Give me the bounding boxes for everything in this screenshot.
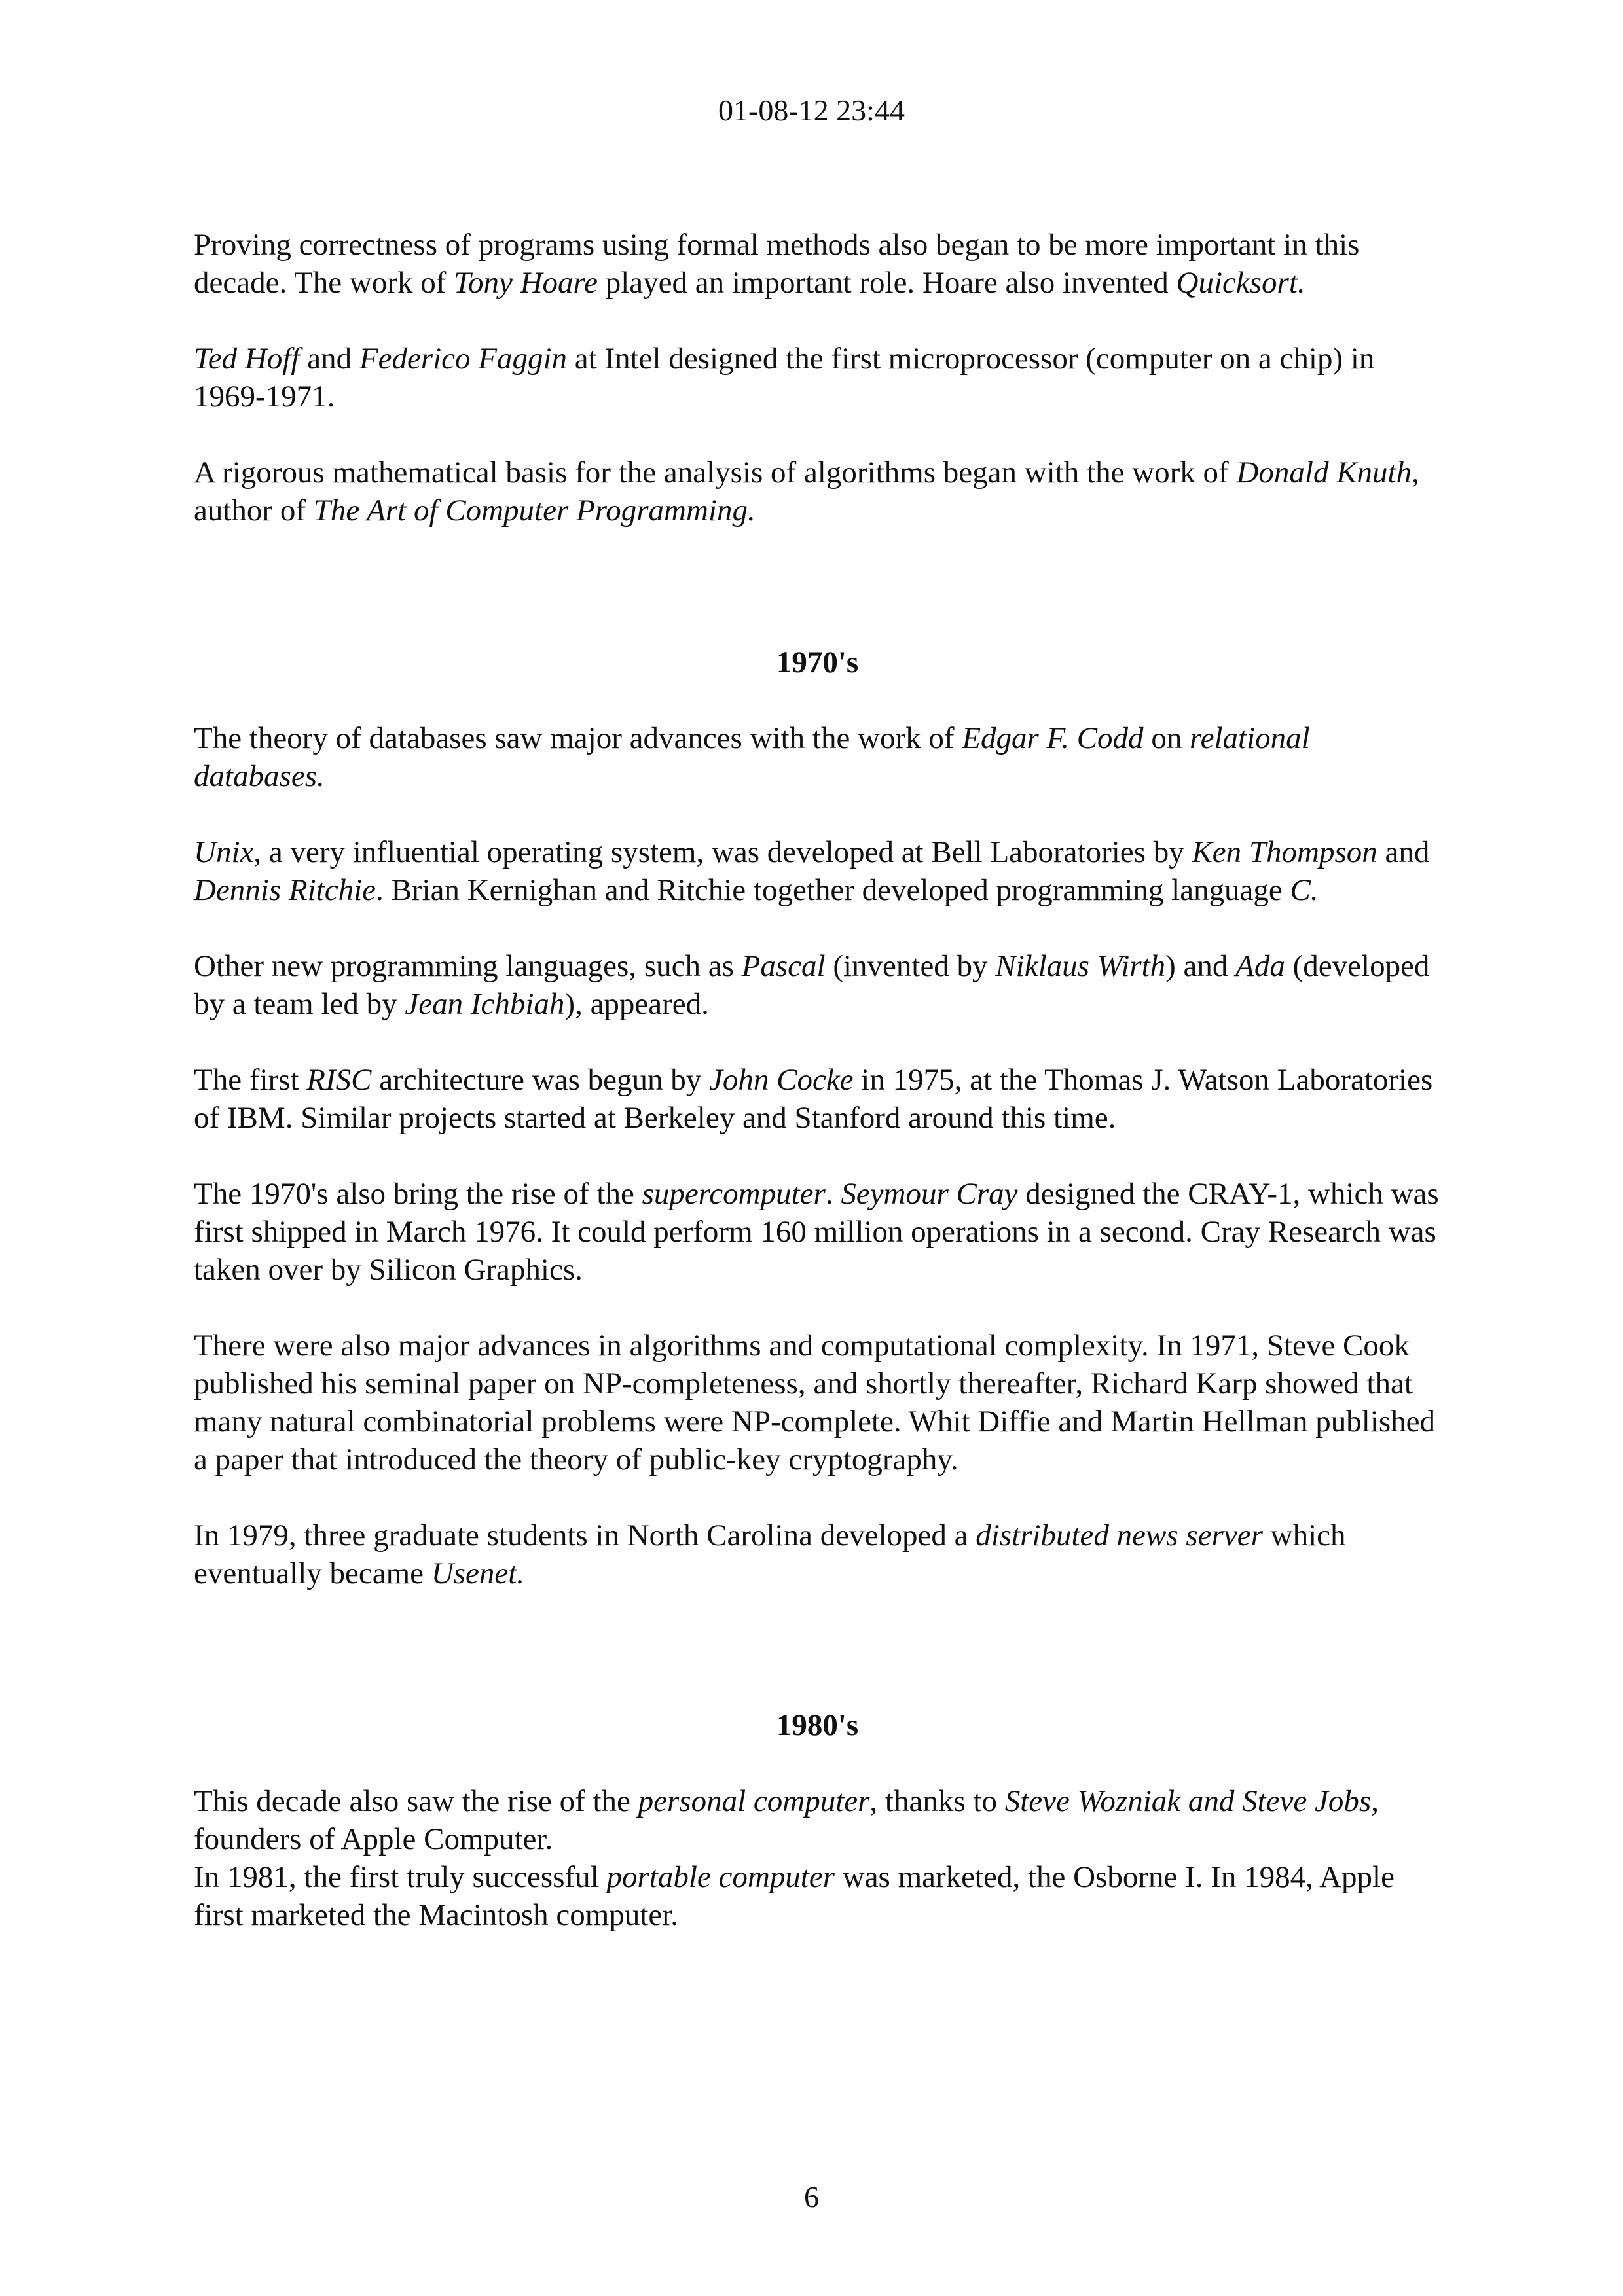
term: supercomputer xyxy=(642,1177,826,1211)
term: distributed news server xyxy=(976,1518,1263,1552)
book-title: The Art of Computer Programming. xyxy=(313,493,756,528)
paragraph-usenet: In 1979, three graduate students in North Carolina developed a distributed news server which eventually became Usenet. xyxy=(194,1518,1346,1590)
person-name: John Cocke xyxy=(709,1063,854,1097)
person-name: Dennis Ritchie xyxy=(194,873,376,907)
term: Usenet. xyxy=(431,1556,525,1590)
paragraph-complexity: There were also major advances in algorithms and computational complexity. In 1971, Steve Cook published his seminal paper on NP-completeness, and shortly thereafter, Richard Karp showed that many natural combinatorial problems were NP-complete. Whit Diffie and Martin Hellman published a paper that introduced the theory of public-key cryptography. xyxy=(194,1329,1436,1477)
person-name: Jean Ichbiah xyxy=(405,987,565,1021)
term: RISC xyxy=(306,1063,372,1097)
person-name: Edgar F. Codd xyxy=(962,721,1144,755)
paragraph-knuth: A rigorous mathematical basis for the analysis of algorithms began with the work of Donald Knuth, author of The Art of Computer Programming. xyxy=(194,456,1419,528)
person-name: Steve Wozniak and Steve Jobs xyxy=(1004,1784,1372,1818)
term: portable computer xyxy=(606,1860,835,1894)
term: Unix xyxy=(194,835,254,869)
paragraph-portable-computer: In 1981, the first truly successful portable computer was marketed, the Osborne I. In 1984, Apple first marketed the Macintosh computer. xyxy=(194,1860,1395,1932)
paragraph-supercomputer: The 1970's also bring the rise of the supercomputer. Seymour Cray designed the CRAY-1, which was first shipped in March 1976. It could perform 160 million operations in a second. Cray Research was taken over by Silicon Graphics. xyxy=(194,1177,1439,1287)
paragraph-databases: The theory of databases saw major advances with the work of Edgar F. Codd on relational databases. xyxy=(194,721,1310,793)
section-spacer xyxy=(194,567,1441,643)
person-name: Ted Hoff xyxy=(194,342,300,376)
paragraph-languages: Other new programming languages, such as Pascal (invented by Niklaus Wirth) and Ada (developed by a team led by Jean Ichbiah), appeared. xyxy=(194,949,1430,1021)
term: C. xyxy=(1290,873,1319,907)
paragraph-personal-computer: This decade also saw the rise of the personal computer, thanks to Steve Wozniak and Steve Jobs, founders of Apple Computer. xyxy=(194,1784,1379,1856)
section-heading-1970s: 1970's xyxy=(776,645,859,679)
person-name: Tony Hoare xyxy=(454,266,598,300)
section-heading-1980s: 1980's xyxy=(776,1708,859,1742)
person-name: Niklaus Wirth xyxy=(995,949,1166,983)
person-name: Federico Faggin xyxy=(359,342,568,376)
page-header-timestamp: 01-08-12 23:44 xyxy=(718,94,905,127)
term: personal computer xyxy=(638,1784,870,1818)
person-name: Ken Thompson xyxy=(1192,835,1377,869)
term: Quicksort. xyxy=(1176,266,1305,300)
term: Pascal xyxy=(741,949,826,983)
term: Ada xyxy=(1235,949,1285,983)
paragraph-microprocessor: Ted Hoff and Federico Faggin at Intel designed the first microprocessor (computer on a chip) in 1969-1971. xyxy=(194,342,1375,414)
person-name: Donald Knuth xyxy=(1236,456,1412,490)
term: relational databases. xyxy=(194,721,1310,793)
page-number: 6 xyxy=(804,2180,819,2214)
paragraph-unix: Unix, a very influential operating system, was developed at Bell Laboratories by Ken Thompson and Dennis Ritchie. Brian Kernighan and Ritchie together developed programming language C. xyxy=(194,835,1430,907)
person-name: Seymour Cray xyxy=(841,1177,1018,1211)
paragraph-formal-methods: Proving correctness of programs using formal methods also began to be more important in this decade. The work of Tony Hoare played an important role. Hoare also invented Quicksort. xyxy=(194,228,1360,300)
paragraph-risc: The first RISC architecture was begun by John Cocke in 1975, at the Thomas J. Watson Laboratories of IBM. Similar projects started at Berkeley and Stanford around this time. xyxy=(194,1063,1433,1135)
document-body xyxy=(194,226,1441,1972)
section-spacer xyxy=(194,1630,1441,1706)
